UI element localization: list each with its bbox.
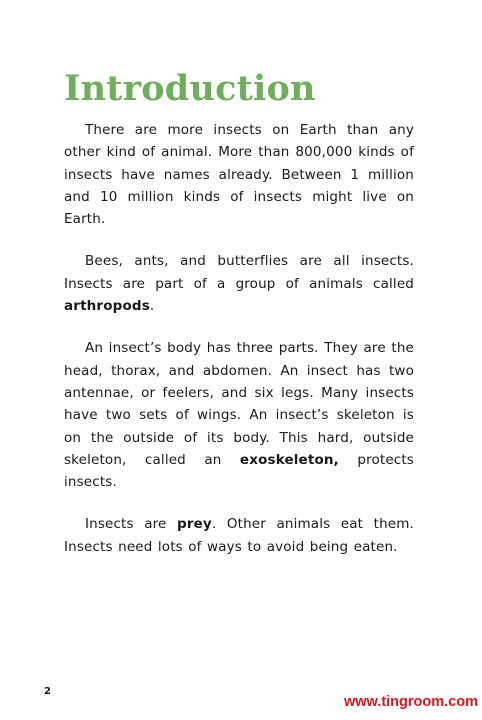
paragraph-1-text: There are more insects on Earth than any other kind of animal. More than 800,000 kinds of insects have names already. Between 1 million and 10 million kinds of insects might live on Earth. bbox=[64, 122, 414, 228]
body-text bbox=[64, 119, 414, 578]
term-arthropods: arthropods bbox=[64, 298, 150, 315]
watermark-link[interactable]: www.tingroom.com bbox=[344, 694, 478, 710]
paragraph-3 bbox=[64, 337, 414, 493]
page-number: 2 bbox=[44, 686, 51, 697]
paragraph-2-text-after: . bbox=[149, 298, 155, 315]
page-title: Introduction bbox=[64, 68, 316, 109]
paragraph-2 bbox=[64, 250, 414, 317]
paragraph-1 bbox=[64, 119, 414, 230]
paragraph-3-text-before: An insect’s body has three parts. They are the head, thorax, and abdomen. An insect has two antennae, or feelers, and six legs. Many insects have two sets of wings. An insect’s skeleton is on the outside of its body. This hard, outside skeleton, called an bbox=[64, 340, 414, 468]
paragraph-4-text-after: . Other animals eat them. Insects need lots of ways to avoid being eaten. bbox=[64, 516, 414, 555]
paragraph-3-text-after: protects insects. bbox=[64, 451, 414, 491]
term-exoskeleton: exoskeleton, bbox=[239, 451, 339, 468]
paragraph-2-text-before: Bees, ants, and butterflies are all insects. Insects are part of a group of animals called bbox=[64, 253, 414, 292]
paragraph-4 bbox=[64, 513, 414, 558]
term-prey: prey bbox=[177, 516, 212, 533]
paragraph-4-text-before: Insects are bbox=[85, 516, 177, 533]
